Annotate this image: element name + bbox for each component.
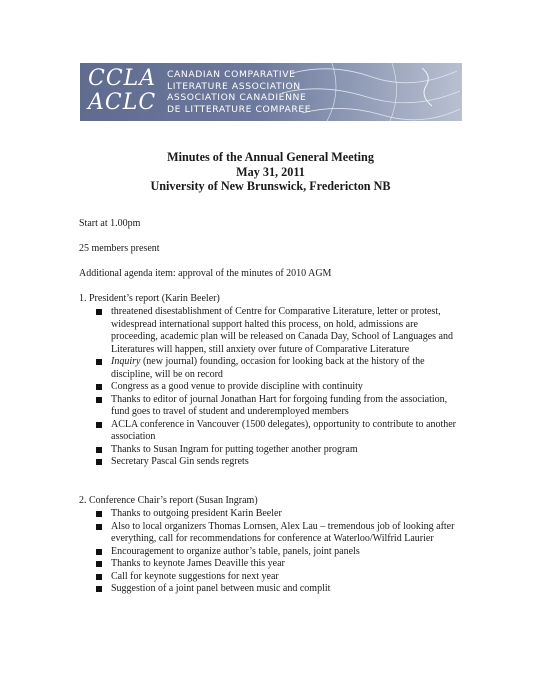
list-item: Call for keynote suggestions for next year bbox=[96, 571, 461, 584]
bullet-icon bbox=[96, 384, 102, 390]
bullet-icon bbox=[96, 586, 102, 592]
bullet-icon bbox=[96, 524, 102, 530]
list-item: Secretary Pascal Gin sends regrets bbox=[96, 456, 461, 469]
members-present: 25 members present bbox=[79, 243, 160, 254]
bullet-icon bbox=[96, 359, 102, 365]
section1-list bbox=[96, 306, 461, 469]
ccla-banner bbox=[80, 63, 462, 121]
section2-list bbox=[96, 508, 461, 596]
list-item: Thanks to Susan Ingram for putting together another program bbox=[96, 444, 461, 457]
list-item: Also to local organizers Thomas Lornsen, Alex Lau – tremendous job of looking after everything, call for recommendations for conference at Waterloo/Wilfrid Laurier bbox=[96, 521, 461, 546]
bullet-icon bbox=[96, 397, 102, 403]
start-time: Start at 1.00pm bbox=[79, 218, 141, 229]
bullet-icon bbox=[96, 561, 102, 567]
list-item: Thanks to keynote James Deaville this year bbox=[96, 558, 461, 571]
bullet-icon bbox=[96, 574, 102, 580]
bullet-icon bbox=[96, 459, 102, 465]
list-item: ACLA conference in Vancouver (1500 delegates), opportunity to contribute to another association bbox=[96, 419, 461, 444]
document-title bbox=[0, 150, 541, 194]
title-line-1: Minutes of the Annual General Meeting bbox=[167, 150, 374, 164]
list-item: threatened disestablishment of Centre for Comparative Literature, letter or protest, widespread international support halted this process, on hold, admissions are proceeding, academic plan will be released on Canada Day, School of Languages and Literatures will happen, still anxiety over future of Comparative Literature bbox=[96, 306, 461, 356]
bullet-icon bbox=[96, 447, 102, 453]
list-item: Congress as a good venue to provide discipline with continuity bbox=[96, 381, 461, 394]
ccla-logo: CCLA ACLC bbox=[88, 66, 157, 115]
bullet-icon bbox=[96, 309, 102, 315]
association-name: CANADIAN COMPARATIVE LITERATURE ASSOCIATION ASSOCIATION CANADIENNE DE LITTERATURE COMPAREE bbox=[167, 69, 312, 115]
section1-heading: 1. President’s report (Karin Beeler) bbox=[79, 293, 220, 304]
list-item: Thanks to outgoing president Karin Beeler bbox=[96, 508, 461, 521]
title-line-3: University of New Brunswick, Fredericton NB bbox=[150, 179, 391, 193]
section2-heading: 2. Conference Chair’s report (Susan Ingram) bbox=[79, 495, 258, 506]
bullet-icon bbox=[96, 422, 102, 428]
agenda-item: Additional agenda item: approval of the minutes of 2010 AGM bbox=[79, 268, 332, 279]
list-item: Thanks to editor of journal Jonathan Hart for forgoing funding from the association, fund goes to travel of student and underemployed members bbox=[96, 394, 461, 419]
bullet-icon bbox=[96, 549, 102, 555]
list-item: Suggestion of a joint panel between music and complit bbox=[96, 583, 461, 596]
bullet-icon bbox=[96, 511, 102, 517]
list-item: Inquiry (new journal) founding, occasion for looking back at the history of the discipline, will be on record bbox=[96, 356, 461, 381]
title-line-2: May 31, 2011 bbox=[236, 164, 305, 179]
list-item: Encouragement to organize author’s table, panels, joint panels bbox=[96, 546, 461, 559]
